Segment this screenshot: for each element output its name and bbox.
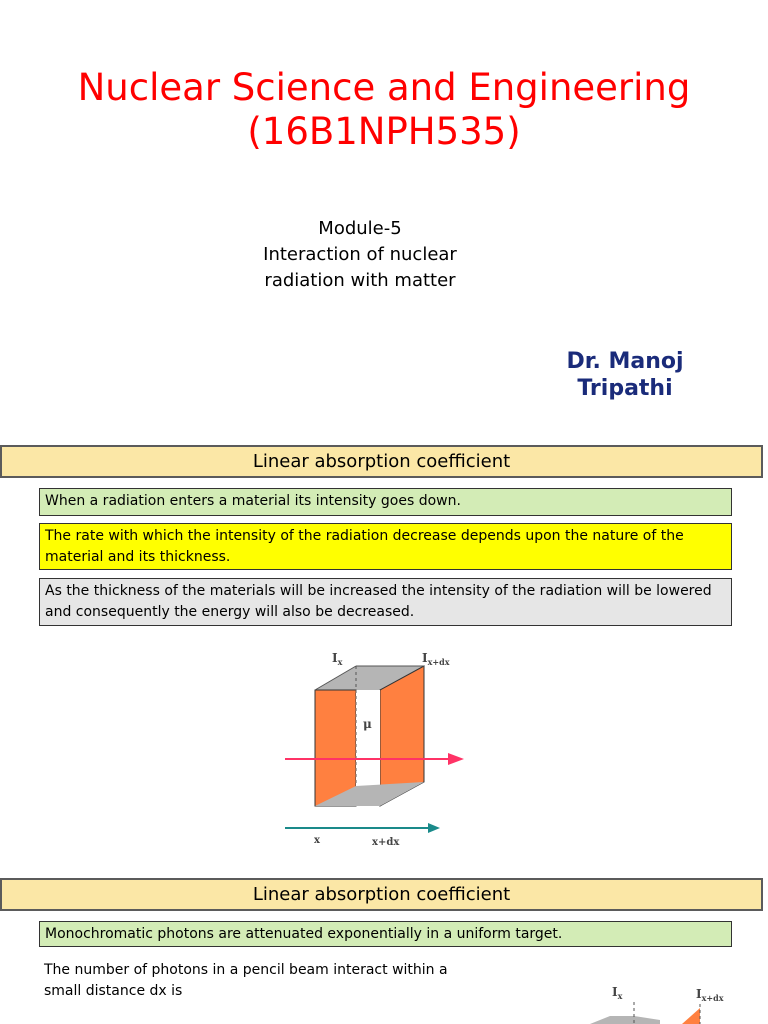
note-intensity-drop: When a radiation enters a material its intensity goes down. bbox=[39, 488, 732, 516]
x-axis-arrowhead bbox=[428, 823, 440, 833]
right-slab-face bbox=[682, 1008, 700, 1024]
module-heading bbox=[0, 216, 720, 294]
note-exponential: Monochromatic photons are attenuated exponentially in a uniform target. bbox=[39, 921, 732, 947]
slab-top-face bbox=[590, 1016, 660, 1024]
label-ix: $I_x$ bbox=[612, 985, 623, 1001]
course-title-line1: Nuclear Science and Engineering bbox=[77, 66, 691, 109]
author-line2: Tripathi bbox=[577, 376, 673, 401]
label-xdx: x+dx bbox=[372, 837, 400, 848]
pencil-beam-text: The number of photons in a pencil beam interact within a small distance dx is bbox=[44, 962, 448, 999]
author-name bbox=[540, 348, 710, 402]
module-title-line1: Interaction of nuclear bbox=[263, 244, 457, 265]
label-mu: μ bbox=[363, 717, 372, 731]
course-code: (16B1NPH535) bbox=[247, 110, 521, 153]
course-title bbox=[0, 66, 768, 154]
note-thickness-effect: As the thickness of the materials will be increased the intensity of the radiation will be lowered and consequently the energy will also be decreased. bbox=[39, 578, 732, 626]
section-banner bbox=[0, 445, 763, 478]
label-ix: $I_x$ bbox=[332, 651, 343, 667]
beam-arrowhead bbox=[448, 753, 464, 765]
label-ixdx: $I_{x+dx}$ bbox=[696, 987, 724, 1003]
module-title-line2: radiation with matter bbox=[264, 270, 456, 291]
banner-heading-2: Linear absorption coefficient bbox=[252, 884, 511, 905]
module-number: Module-5 bbox=[318, 218, 402, 239]
label-x: x bbox=[314, 835, 320, 846]
section-banner-2 bbox=[0, 878, 763, 911]
label-ixdx: $I_{x+dx}$ bbox=[422, 651, 450, 667]
author-line1: Dr. Manoj bbox=[566, 349, 684, 374]
absorption-slab-diagram-2 bbox=[590, 980, 768, 1024]
absorption-slab-diagram bbox=[280, 646, 480, 850]
note-rate-dependence: The rate with which the intensity of the radiation decrease depends upon the nature of the material and its thickness. bbox=[39, 523, 732, 570]
left-slab-face bbox=[315, 690, 356, 806]
banner-heading: Linear absorption coefficient bbox=[252, 451, 511, 472]
